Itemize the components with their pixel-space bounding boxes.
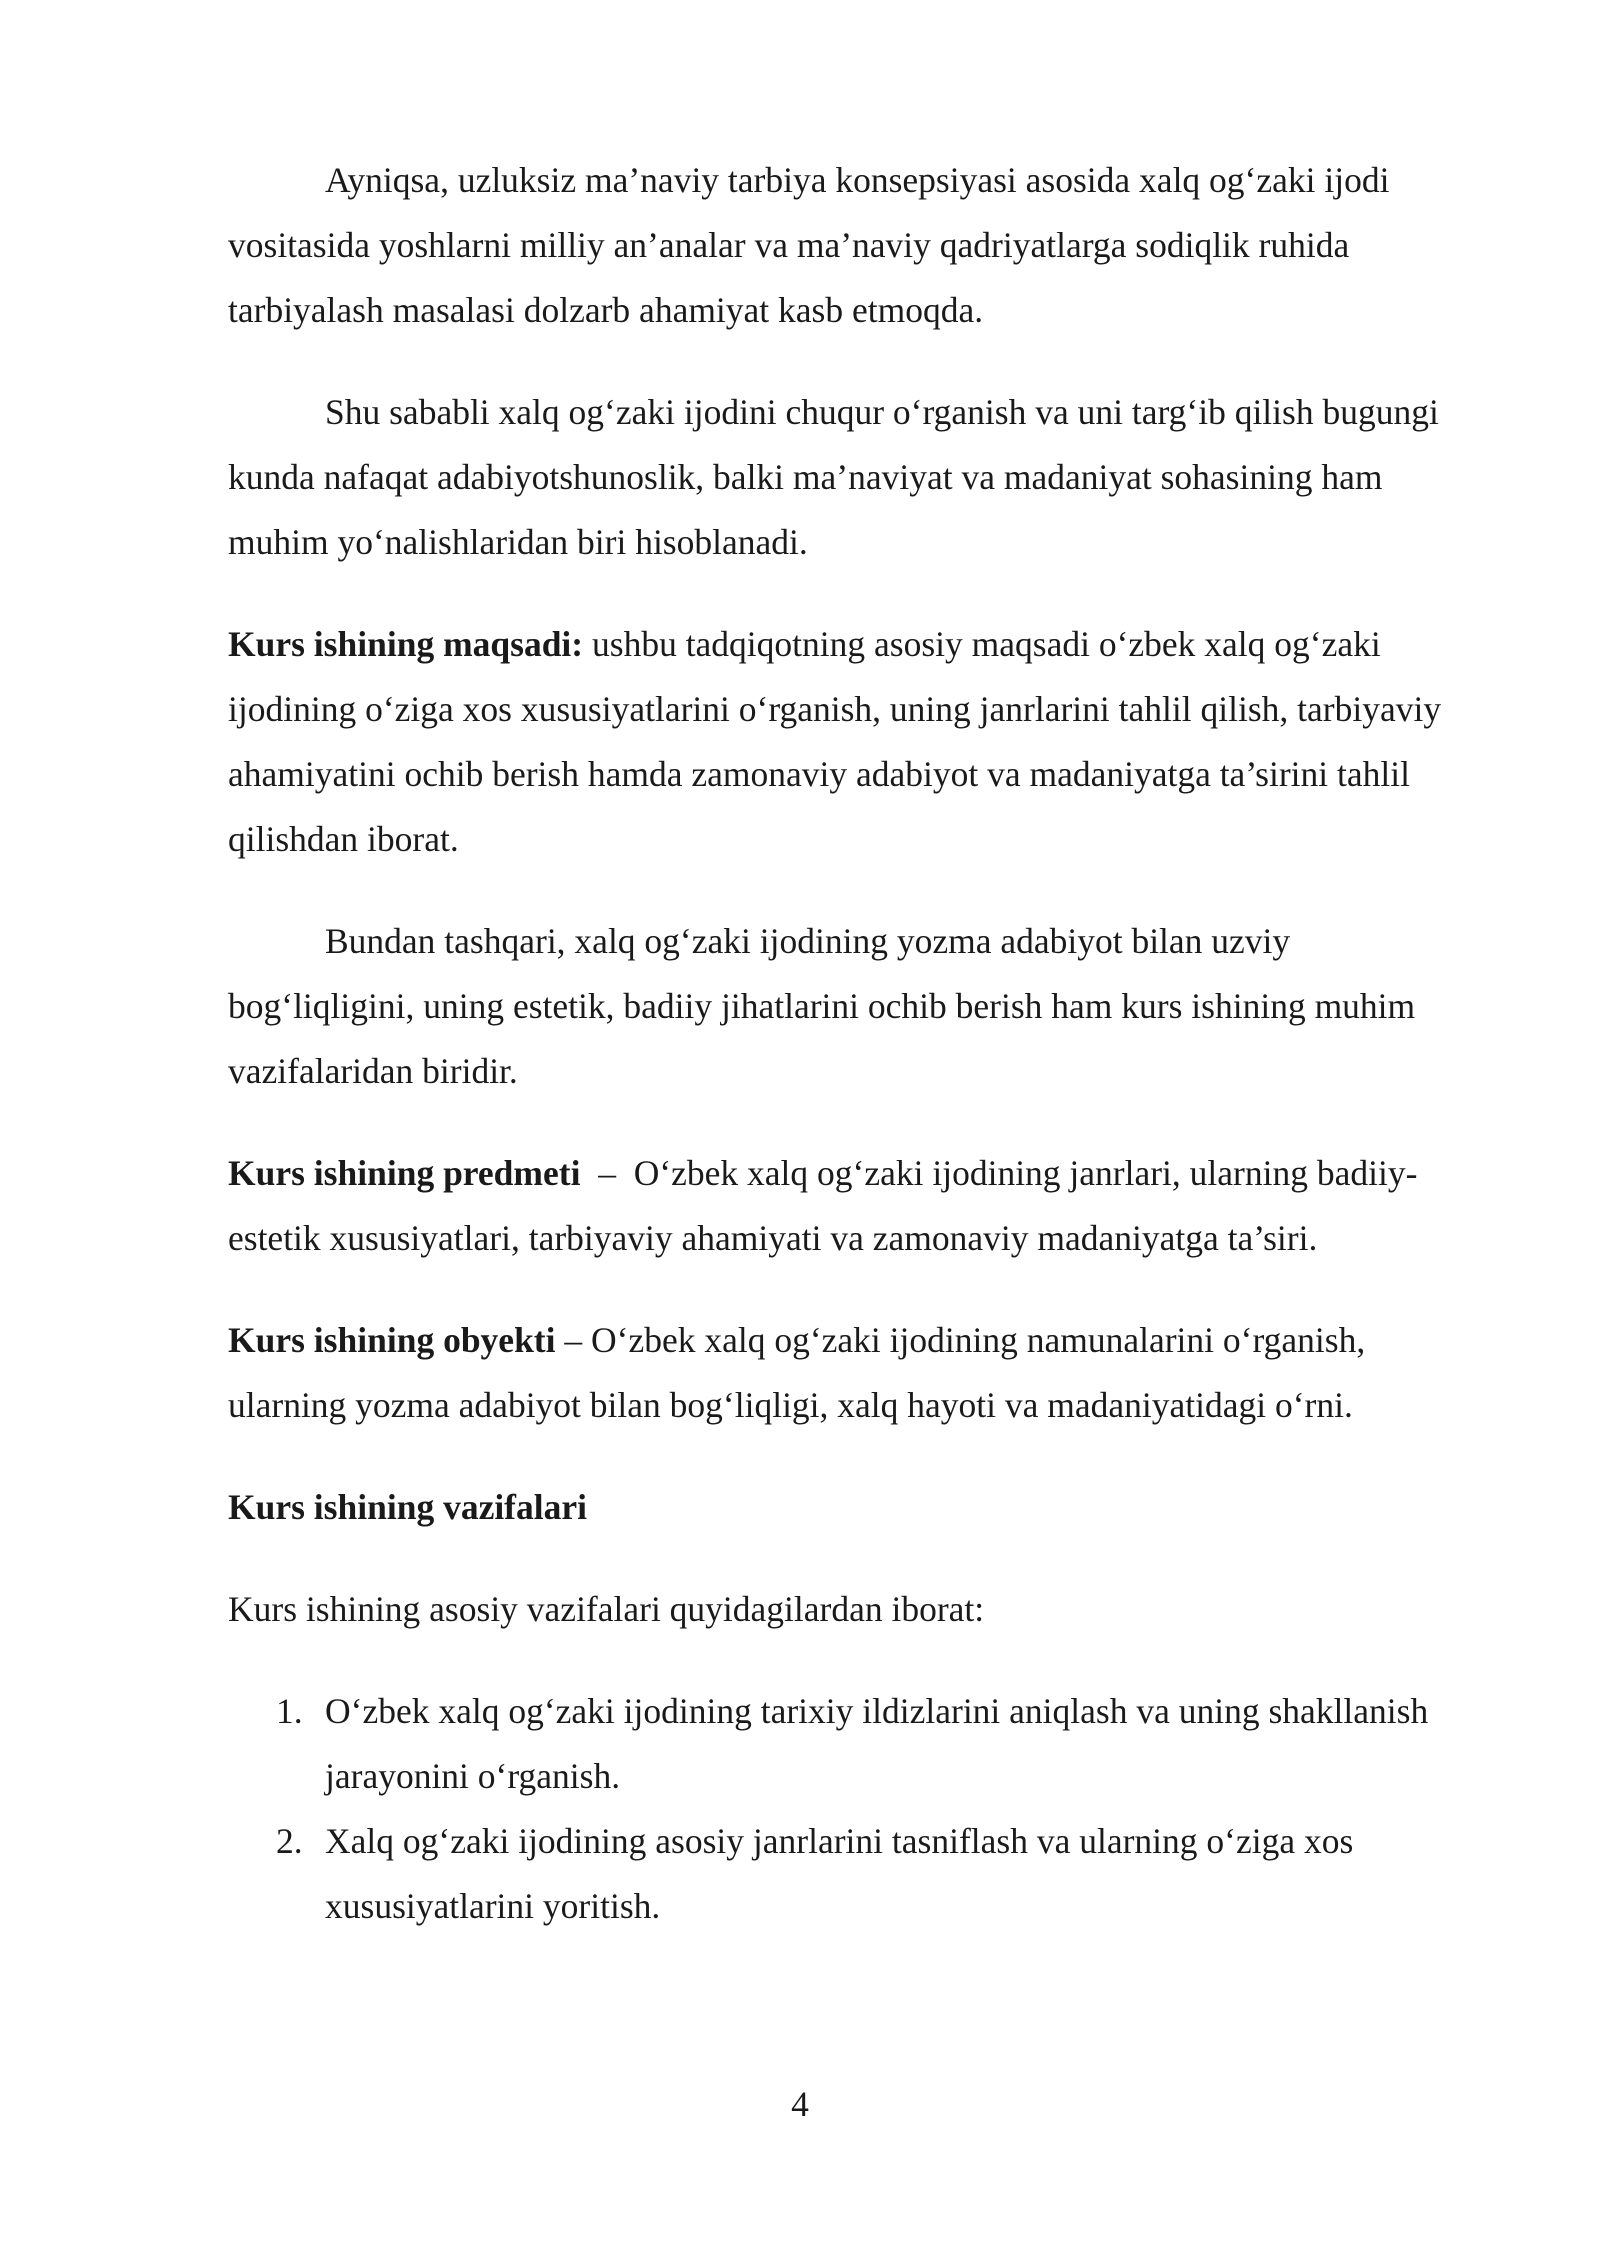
page-number: 4 [791, 2084, 809, 2124]
paragraph-object [228, 1308, 1473, 1438]
purpose-label: Kurs ishining maqsadi: [228, 624, 584, 664]
subject-text: – O‘zbek xalq og‘zaki ijodining janrlari, ularning badiiy-estetik xususiyatlari, tarbiyaviy ahamiyati va zamonaviy madaniyatga ta’siri. [228, 1153, 1418, 1258]
object-text: – O‘zbek xalq og‘zaki ijodining namunalarini o‘rganish, ularning yozma adabiyot bilan bog‘liqligi, xalq hayoti va madaniyatidagi o‘rni. [228, 1320, 1366, 1425]
paragraph-intro: Ayniqsa, uzluksiz ma’naviy tarbiya konsepsiyasi asosida xalq og‘zaki ijodi vositasida yoshlarni milliy an’analar va ma’naviy qadriyatlarga sodiqlik ruhida tarbiyalash masalasi dolzarb ahamiyat kasb etmoqda. [228, 160, 1390, 330]
subject-label: Kurs ishining predmeti [228, 1153, 581, 1193]
tasks-list [228, 1679, 1473, 1939]
paragraph-subject [228, 1141, 1473, 1271]
tasks-heading [228, 1475, 1473, 1540]
tasks-heading-text: Kurs ishining vazifalari [228, 1487, 587, 1527]
paragraph-purpose [228, 612, 1473, 872]
purpose-text: ushbu tadqiqotning asosiy maqsadi o‘zbek xalq og‘zaki ijodining o‘ziga xos xususiyatlarini o‘rganish, uning janrlarini tahlil qilish, tarbiyaviy ahamiyatini ochib berish hamda zamonaviy adabiyot va madaniyatga ta’sirini tahlil qilishdan iborat. [228, 624, 1442, 859]
list-item-number: 2. [276, 1821, 303, 1861]
object-label: Kurs ishining obyekti [228, 1320, 556, 1360]
list-item-text: Xalq og‘zaki ijodining asosiy janrlarini tasniflash va ularning o‘ziga xos xususiyatlarini yoritish. [325, 1821, 1354, 1926]
paragraph-additional: Bundan tashqari, xalq og‘zaki ijodining yozma adabiyot bilan uzviy bog‘liqligini, uning estetik, badiiy jihatlarini ochib berish ham kurs ishining muhim vazifalaridan biridir. [228, 921, 1416, 1091]
list-item [228, 1679, 1473, 1809]
tasks-intro: Kurs ishining asosiy vazifalari quyidagilardan iborat: [228, 1589, 985, 1629]
list-item-text: O‘zbek xalq og‘zaki ijodining tarixiy ildizlarini aniqlash va uning shakllanish jarayonini o‘rganish. [325, 1691, 1429, 1796]
list-item-number: 1. [276, 1691, 303, 1731]
document-page [228, 148, 1473, 1939]
list-item [228, 1809, 1473, 1939]
paragraph-relevance: Shu sababli xalq og‘zaki ijodini chuqur o‘rganish va uni targ‘ib qilish bugungi kunda nafaqat adabiyotshunoslik, balki ma’naviyat va madaniyat sohasining ham muhim yo‘nalishlaridan biri hisoblanadi. [228, 392, 1439, 562]
